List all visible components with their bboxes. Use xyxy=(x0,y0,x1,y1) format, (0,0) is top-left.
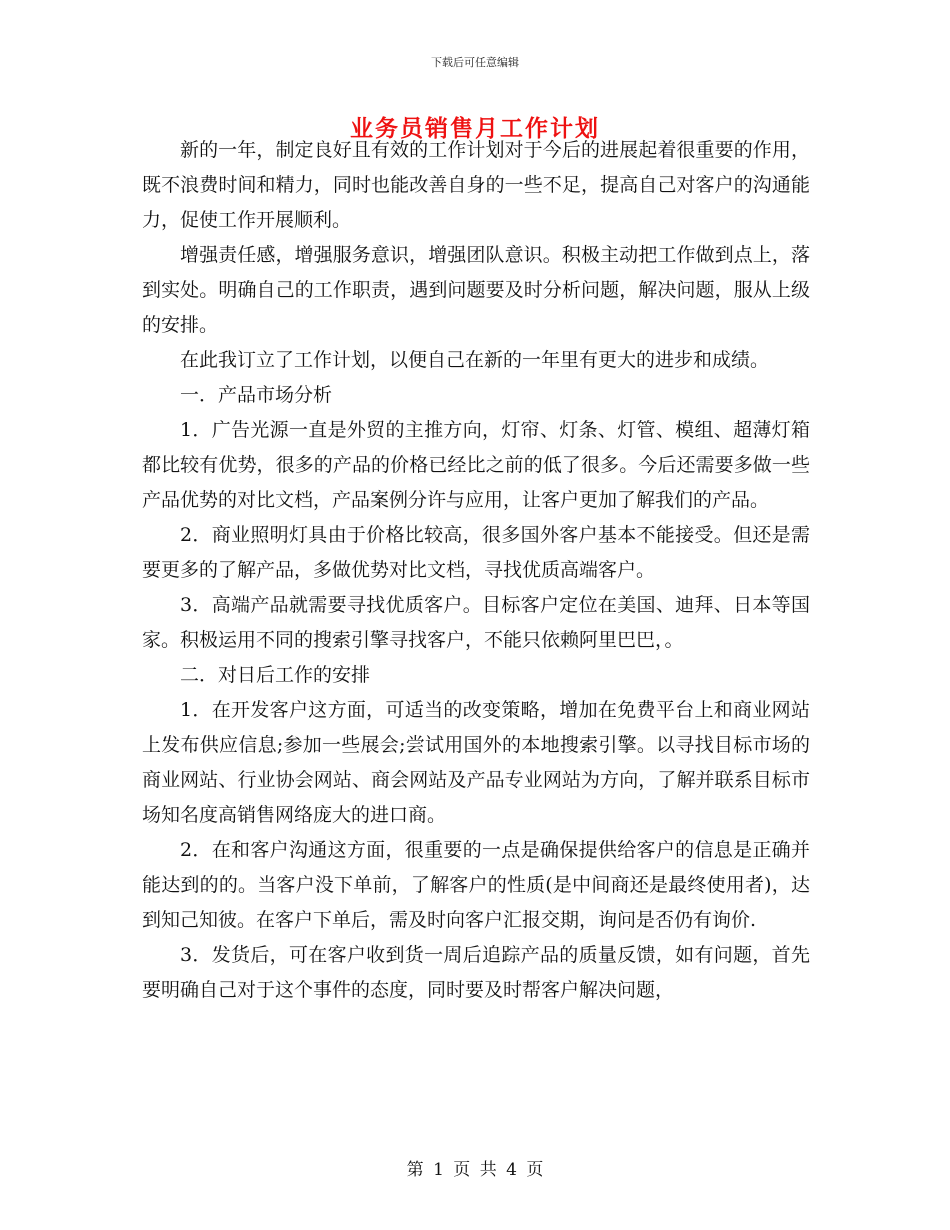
section-heading: 二．对日后工作的安排 xyxy=(180,664,371,686)
paragraph: 在此我订立了工作计划，以便自己在新的一年里有更大的进步和成绩。 xyxy=(180,349,770,371)
paragraph: 2．商业照明灯具由于价格比较高，很多国外客户基本不能接受。但还是需要更多的了解产品，多做优势对比文档，寻找优质高端客户。 xyxy=(142,524,810,581)
section-heading: 一．产品市场分析 xyxy=(180,384,333,406)
paragraph: 3．高端产品就需要寻找优质客户。目标客户定位在美国、迪拜、日本等国家。积极运用不同的搜索引擎寻找客户，不能只依赖阿里巴巴，。 xyxy=(142,594,810,651)
document-title: 业务员销售月工作计划 xyxy=(350,115,600,142)
paragraph: 3．发货后，可在客户收到货一周后追踪产品的质量反馈，如有问题，首先要明确自己对于这个事件的态度，同时要及时帮客户解决问题， xyxy=(142,944,810,1001)
document-body xyxy=(142,133,810,1008)
paragraph: 1．广告光源一直是外贸的主推方向，灯帘、灯条、灯管、模组、超薄灯箱都比较有优势，很多的产品的价格已经比之前的低了很多。今后还需要多做一些产品优势的对比文档，产品案例分许与应用，让客户更加了解我们的产品。 xyxy=(142,419,810,511)
paragraph: 增强责任感，增强服务意识，增强团队意识。积极主动把工作做到点上，落到实处。明确自己的工作职责，遇到问题要及时分析问题，解决问题，服从上级的安排。 xyxy=(142,244,810,336)
page-number-footer: 第 1 页 共 4 页 xyxy=(406,1160,544,1180)
paragraph: 2．在和客户沟通这方面，很重要的一点是确保提供给客户的信息是正确并能达到的的。当客户没下单前，了解客户的性质(是中间商还是最终使用者)，达到知己知彼。在客户下单后，需及时向客户汇报交期，询问是否仍有询价. xyxy=(142,839,810,931)
header-note: 下载后可任意编辑 xyxy=(431,56,519,69)
paragraph: 1．在开发客户这方面，可适当的改变策略，增加在免费平台上和商业网站上发布供应信息;参加一些展会;尝试用国外的本地搜索引擎。以寻找目标市场的商业网站、行业协会网站、商会网站及产品专业网站为方向，了解并联系目标市场知名度高销售网络庞大的进口商。 xyxy=(142,699,810,826)
paragraph: 新的一年，制定良好且有效的工作计划对于今后的进展起着很重要的作用，既不浪费时间和精力，同时也能改善自身的一些不足，提高自己对客户的沟通能力，促使工作开展顺利。 xyxy=(142,139,810,231)
